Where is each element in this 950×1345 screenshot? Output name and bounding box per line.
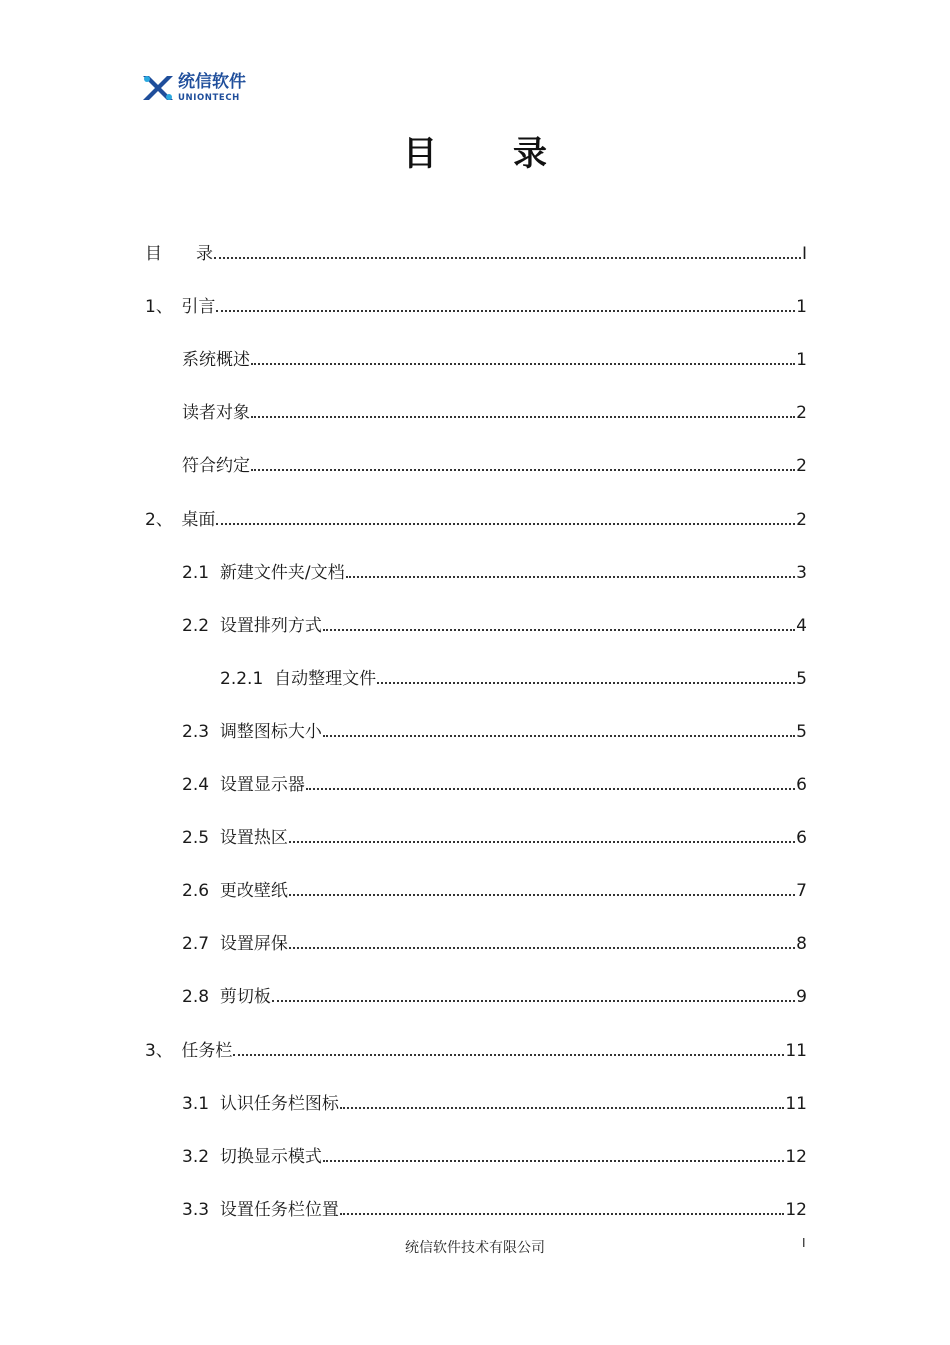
- toc-dot-leader: [323, 1160, 785, 1162]
- toc-entry[interactable]: [182, 397, 807, 423]
- toc-entry[interactable]: [182, 344, 807, 370]
- toc-dot-leader: [214, 257, 801, 259]
- toc-entry-label: 2.4 设置显示器: [182, 775, 305, 795]
- footer-company: 统信软件技术有限公司: [405, 1240, 545, 1256]
- footer-page-number: I: [802, 1236, 806, 1250]
- toc-entry-page: 5: [796, 721, 807, 742]
- page-title: [0, 126, 950, 175]
- toc-entry[interactable]: [182, 769, 807, 795]
- toc-dot-leader: [289, 894, 795, 896]
- toc-dot-leader: [340, 1107, 785, 1109]
- toc-entry-page: I: [801, 244, 807, 264]
- toc-entry-page: 4: [796, 615, 807, 636]
- toc-dot-leader: [233, 1054, 784, 1056]
- toc-entry-label: 读者对象: [182, 403, 250, 424]
- toc-entry-label: 符合约定: [182, 456, 250, 477]
- toc-dot-leader: [251, 469, 795, 471]
- logo-english-text: UNIONTECH: [178, 92, 240, 103]
- toc-dot-leader: [272, 1000, 795, 1002]
- toc-entry-page: 11: [785, 1040, 807, 1061]
- toc-entry-label: 3.2 切换显示模式: [182, 1146, 322, 1167]
- toc-entry[interactable]: [145, 291, 807, 317]
- toc-entry[interactable]: [145, 238, 807, 264]
- toc-dot-leader: [346, 576, 796, 578]
- toc-dot-leader: [377, 682, 795, 684]
- toc-entry[interactable]: [182, 716, 807, 742]
- company-logo: [140, 70, 254, 106]
- toc-entry-label: 2、 桌面: [145, 509, 216, 530]
- toc-entry[interactable]: [182, 875, 807, 901]
- toc-entry[interactable]: [182, 1194, 807, 1220]
- logo-chinese-text: 统信软件: [178, 71, 246, 92]
- toc-entry[interactable]: [182, 1088, 807, 1114]
- toc-entry[interactable]: [182, 981, 807, 1007]
- toc-entry-label: 2.6 更改壁纸: [182, 881, 288, 902]
- toc-entry-page: 7: [796, 881, 807, 902]
- toc-dot-leader: [306, 788, 795, 790]
- toc-entry-label: 2.1 新建文件夹/文档: [182, 562, 345, 583]
- uniontech-logo-icon: [140, 70, 176, 106]
- toc-entry-label: 2.3 调整图标大小: [182, 721, 322, 742]
- toc-entry-page: 5: [796, 668, 807, 689]
- toc-entry[interactable]: [220, 663, 807, 689]
- toc-entry-label: 2.2 设置排列方式: [182, 615, 322, 636]
- toc-entry-page: 2: [796, 456, 807, 477]
- toc-entry-page: 1: [796, 350, 807, 371]
- toc-dot-leader: [323, 735, 795, 737]
- toc-entry-page: 6: [796, 828, 807, 849]
- toc-entry-page: 6: [796, 775, 807, 795]
- toc-entry[interactable]: [145, 504, 807, 530]
- toc-dot-leader: [340, 1213, 785, 1215]
- toc-entry-label: 3.1 认识任务栏图标: [182, 1093, 339, 1114]
- toc-entry-page: 11: [785, 1093, 807, 1114]
- title-char-2: 录: [513, 134, 547, 174]
- toc-entry[interactable]: [182, 557, 807, 583]
- toc-entry-label: 2.5 设置热区: [182, 828, 288, 849]
- toc-dot-leader: [323, 629, 795, 631]
- toc-dot-leader: [216, 523, 795, 525]
- toc-entry-label: 2.7 设置屏保: [182, 934, 288, 955]
- toc-entry[interactable]: [182, 450, 807, 476]
- toc-entry-page: 12: [785, 1146, 807, 1167]
- toc-entry-page: 2: [796, 509, 807, 530]
- toc-entry-label: 3、 任务栏: [145, 1040, 233, 1061]
- toc-entry[interactable]: [182, 822, 807, 848]
- toc-entry-label: 2.8 剪切板: [182, 987, 271, 1008]
- toc-entry[interactable]: [182, 928, 807, 954]
- toc-entry-label: 3.3 设置任务栏位置: [182, 1199, 339, 1220]
- toc-entry-label: 系统概述: [182, 350, 250, 371]
- toc-entry-label: 目 录: [145, 244, 213, 264]
- toc-entry[interactable]: [182, 610, 807, 636]
- title-char-1: 目: [403, 134, 437, 174]
- toc-dot-leader: [289, 947, 795, 949]
- toc-entry-label: 2.2.1 自动整理文件: [220, 668, 377, 689]
- toc-entry-page: 1: [796, 297, 807, 318]
- toc-entry-page: 3: [796, 562, 807, 583]
- toc-entry-page: 2: [796, 403, 807, 424]
- toc-entry[interactable]: [145, 1035, 807, 1061]
- toc-entry[interactable]: [182, 1141, 807, 1167]
- toc-entry-page: 8: [796, 934, 807, 955]
- toc-dot-leader: [289, 841, 795, 843]
- toc-dot-leader: [251, 416, 795, 418]
- toc-entry-label: 1、 引言: [145, 297, 216, 318]
- toc-entry-page: 9: [796, 987, 807, 1008]
- toc-dot-leader: [216, 310, 795, 312]
- toc-entry-page: 12: [785, 1199, 807, 1220]
- toc-dot-leader: [251, 363, 795, 365]
